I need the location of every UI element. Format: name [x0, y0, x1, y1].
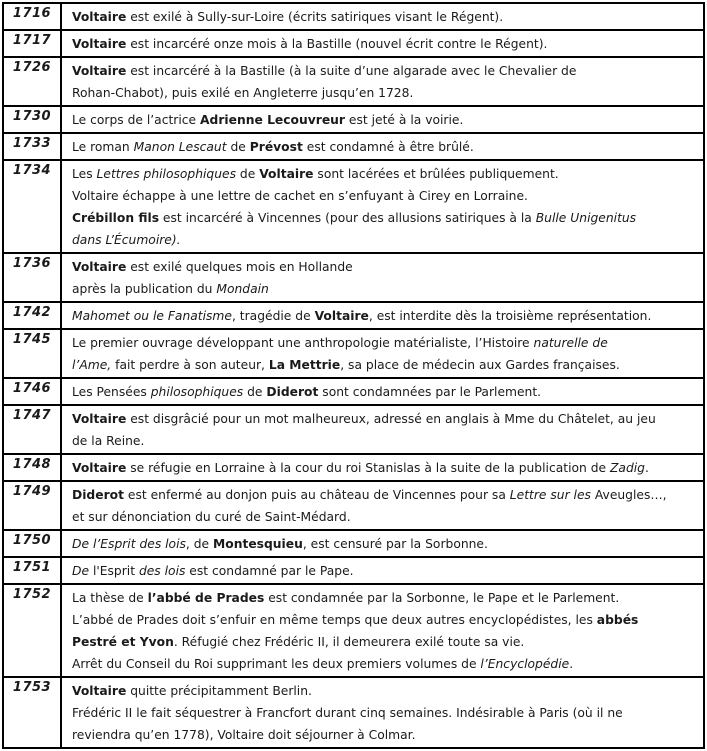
year-cell: 1752 [3, 584, 61, 677]
text-segment: Voltaire [72, 684, 127, 698]
text-segment: de [243, 385, 267, 399]
year-cell: 1734 [3, 160, 61, 253]
table-row [3, 57, 704, 106]
text-segment: est jeté à la voirie. [345, 113, 464, 127]
text-segment: sont condamnées par le Parlement. [318, 385, 542, 399]
year-cell: 1746 [3, 378, 61, 405]
event-line [72, 109, 695, 131]
text-segment: est enfermé au donjon puis au château de Vincennes pour sa [123, 488, 510, 502]
event-line [72, 136, 695, 158]
year-cell: 1753 [3, 677, 61, 748]
event-line [72, 484, 695, 506]
event-line [72, 533, 695, 555]
text-segment: Bulle Unigenitus [535, 211, 637, 225]
event-cell [61, 584, 704, 677]
event-cell [61, 405, 704, 454]
text-segment: Montesquieu [213, 537, 303, 551]
text-segment: Les [72, 167, 97, 181]
text-segment: l’Encyclopédie [480, 657, 570, 671]
event-line [72, 381, 695, 403]
text-segment: Voltaire [72, 260, 127, 274]
event-line [72, 278, 695, 300]
text-segment: après la publication du [72, 282, 217, 296]
event-line [72, 506, 695, 528]
text-segment: est exilé à Sully-sur-Loire (écrits satiriques visant le Régent). [126, 10, 504, 24]
year-cell: 1730 [3, 106, 61, 133]
event-line [72, 430, 695, 452]
text-segment: Le premier ouvrage développant une anthropologie matérialiste, l’Histoire [72, 336, 534, 350]
year-cell: 1726 [3, 57, 61, 106]
year-cell: 1717 [3, 30, 61, 57]
text-segment: Le corps de l’actrice [72, 113, 201, 127]
text-segment: de [226, 140, 250, 154]
event-cell [61, 378, 704, 405]
text-segment: l’abbé de Prades [147, 591, 265, 605]
text-segment: Prévost [249, 140, 303, 154]
text-segment: est incarcéré onze mois à la Bastille (nouvel écrit contre le Régent). [126, 37, 548, 51]
event-line [72, 587, 695, 609]
text-segment: Voltaire échappe à une lettre de cachet en s’enfuyant à Cirey en Lorraine. [72, 189, 528, 203]
year-cell: 1742 [3, 302, 61, 329]
year-cell: 1748 [3, 454, 61, 481]
event-line [72, 408, 695, 430]
event-line [72, 6, 695, 28]
table-row [3, 677, 704, 748]
censorship-timeline-table [2, 2, 705, 749]
text-segment: dans L’Écumoire). [72, 233, 181, 247]
text-segment: est incarcéré à la Bastille (à la suite d’une algarade avec le Chevalier de [126, 64, 577, 78]
table-row [3, 133, 704, 160]
event-cell [61, 329, 704, 378]
event-cell [61, 106, 704, 133]
event-cell [61, 302, 704, 329]
event-cell [61, 3, 704, 30]
year-cell: 1751 [3, 557, 61, 584]
text-segment: . Réfugié chez Frédéric II, il demeurera exilé toute sa vie. [173, 635, 525, 649]
text-segment: est condamné à être brûlé. [302, 140, 474, 154]
table-row [3, 557, 704, 584]
text-segment: . [645, 461, 649, 475]
text-segment: La thèse de [72, 591, 148, 605]
text-segment: Voltaire [72, 64, 127, 78]
text-segment: Le roman [72, 140, 134, 154]
text-segment: est exilé quelques mois en Hollande [126, 260, 353, 274]
event-cell [61, 160, 704, 253]
table-row [3, 106, 704, 133]
year-cell: 1745 [3, 329, 61, 378]
event-line [72, 229, 695, 251]
text-segment: naturelle de [533, 336, 608, 350]
text-segment: Rohan-Chabot), puis exilé en Angleterre jusqu’en 1728. [72, 86, 414, 100]
table-row [3, 405, 704, 454]
text-segment: Mahomet ou le Fanatisme [72, 309, 232, 323]
text-segment: quitte précipitamment Berlin. [126, 684, 312, 698]
text-segment: De l’Esprit des lois [72, 537, 186, 551]
text-segment: Lettre sur les [509, 488, 591, 502]
text-segment: de la Reine. [72, 434, 145, 448]
event-line [72, 702, 695, 724]
text-segment: Mondain [216, 282, 269, 296]
text-segment: se réfugie en Lorraine à la cour du roi Stanislas à la suite de la publication de [126, 461, 610, 475]
year-cell: 1736 [3, 253, 61, 302]
event-cell [61, 481, 704, 530]
text-segment: de [236, 167, 260, 181]
event-cell [61, 557, 704, 584]
event-cell [61, 530, 704, 557]
text-segment: est condamnée par la Sorbonne, le Pape et le Parlement. [264, 591, 620, 605]
event-cell [61, 677, 704, 748]
event-cell [61, 57, 704, 106]
text-segment: est condamné par le Pape. [185, 564, 354, 578]
table-row [3, 329, 704, 378]
text-segment: des lois [138, 564, 186, 578]
table-row [3, 481, 704, 530]
text-segment: , est interdite dès la troisième représentation. [368, 309, 652, 323]
event-cell [61, 253, 704, 302]
text-segment: Voltaire [72, 37, 127, 51]
event-cell [61, 30, 704, 57]
event-line [72, 305, 695, 327]
event-cell [61, 133, 704, 160]
text-segment: Manon Lescaut [133, 140, 227, 154]
text-segment: Voltaire [259, 167, 314, 181]
text-segment: Voltaire [314, 309, 369, 323]
text-segment: Zadig [610, 461, 645, 475]
year-cell: 1749 [3, 481, 61, 530]
event-line [72, 680, 695, 702]
text-segment: , sa place de médecin aux Gardes françaises. [340, 358, 620, 372]
event-line [72, 457, 695, 479]
event-line [72, 60, 695, 82]
event-cell [61, 454, 704, 481]
event-line [72, 185, 695, 207]
event-line [72, 82, 695, 104]
event-line [72, 653, 695, 675]
text-segment: est incarcéré à Vincennes (pour des allusions satiriques à la [159, 211, 536, 225]
text-segment: De [72, 564, 90, 578]
text-segment: sont lacérées et brûlées publiquement. [313, 167, 559, 181]
text-segment: Pestré et Yvon [72, 635, 174, 649]
table-row [3, 454, 704, 481]
event-line [72, 256, 695, 278]
text-segment: abbés [596, 613, 639, 627]
table-row [3, 378, 704, 405]
year-cell: 1750 [3, 530, 61, 557]
year-cell: 1747 [3, 405, 61, 454]
table-row [3, 30, 704, 57]
table-row [3, 160, 704, 253]
text-segment: L’abbé de Prades doit s’enfuir en même temps que deux autres encyclopédistes, les [72, 613, 597, 627]
text-segment: Voltaire [72, 461, 127, 475]
table-row [3, 584, 704, 677]
text-segment: philosophiques [150, 385, 244, 399]
event-line [72, 163, 695, 185]
text-segment: Frédéric II le fait séquestrer à Francfort durant cinq semaines. Indésirable à Paris (où il ne [72, 706, 623, 720]
text-segment: Aveugles…, [590, 488, 667, 502]
event-line [72, 354, 695, 376]
text-segment: l’Ame, [72, 358, 112, 372]
text-segment: Arrêt du Conseil du Roi supprimant les deux premiers volumes de [72, 657, 481, 671]
table-row [3, 253, 704, 302]
event-line [72, 332, 695, 354]
timeline-table-body [3, 3, 704, 748]
event-line [72, 609, 695, 631]
event-line [72, 724, 695, 746]
table-row [3, 302, 704, 329]
text-segment: Voltaire [72, 412, 127, 426]
text-segment: Les Pensées [72, 385, 151, 399]
text-segment: La Mettrie [268, 358, 341, 372]
text-segment: reviendra qu’en 1778), Voltaire doit séjourner à Colmar. [72, 728, 416, 742]
text-segment: , est censuré par la Sorbonne. [302, 537, 488, 551]
text-segment: , de [185, 537, 214, 551]
table-row [3, 3, 704, 30]
text-segment: . [569, 657, 574, 671]
text-segment: fait perdre à son auteur, [111, 358, 269, 372]
text-segment: , tragédie de [231, 309, 315, 323]
table-row [3, 530, 704, 557]
text-segment: Crébillon fils [72, 211, 160, 225]
text-segment: Voltaire [72, 10, 127, 24]
text-segment: l'Esprit [89, 564, 139, 578]
text-segment: et sur dénonciation du curé de Saint-Médard. [72, 510, 351, 524]
event-line [72, 560, 695, 582]
year-cell: 1733 [3, 133, 61, 160]
event-line [72, 207, 695, 229]
text-segment: Diderot [72, 488, 124, 502]
event-line [72, 631, 695, 653]
text-segment: est disgrâcié pour un mot malheureux, adressé en anglais à Mme du Châtelet, au jeu [126, 412, 656, 426]
event-line [72, 33, 695, 55]
text-segment: Diderot [266, 385, 319, 399]
year-cell: 1716 [3, 3, 61, 30]
text-segment: Lettres philosophiques [96, 167, 236, 181]
text-segment: Adrienne Lecouvreur [200, 113, 345, 127]
